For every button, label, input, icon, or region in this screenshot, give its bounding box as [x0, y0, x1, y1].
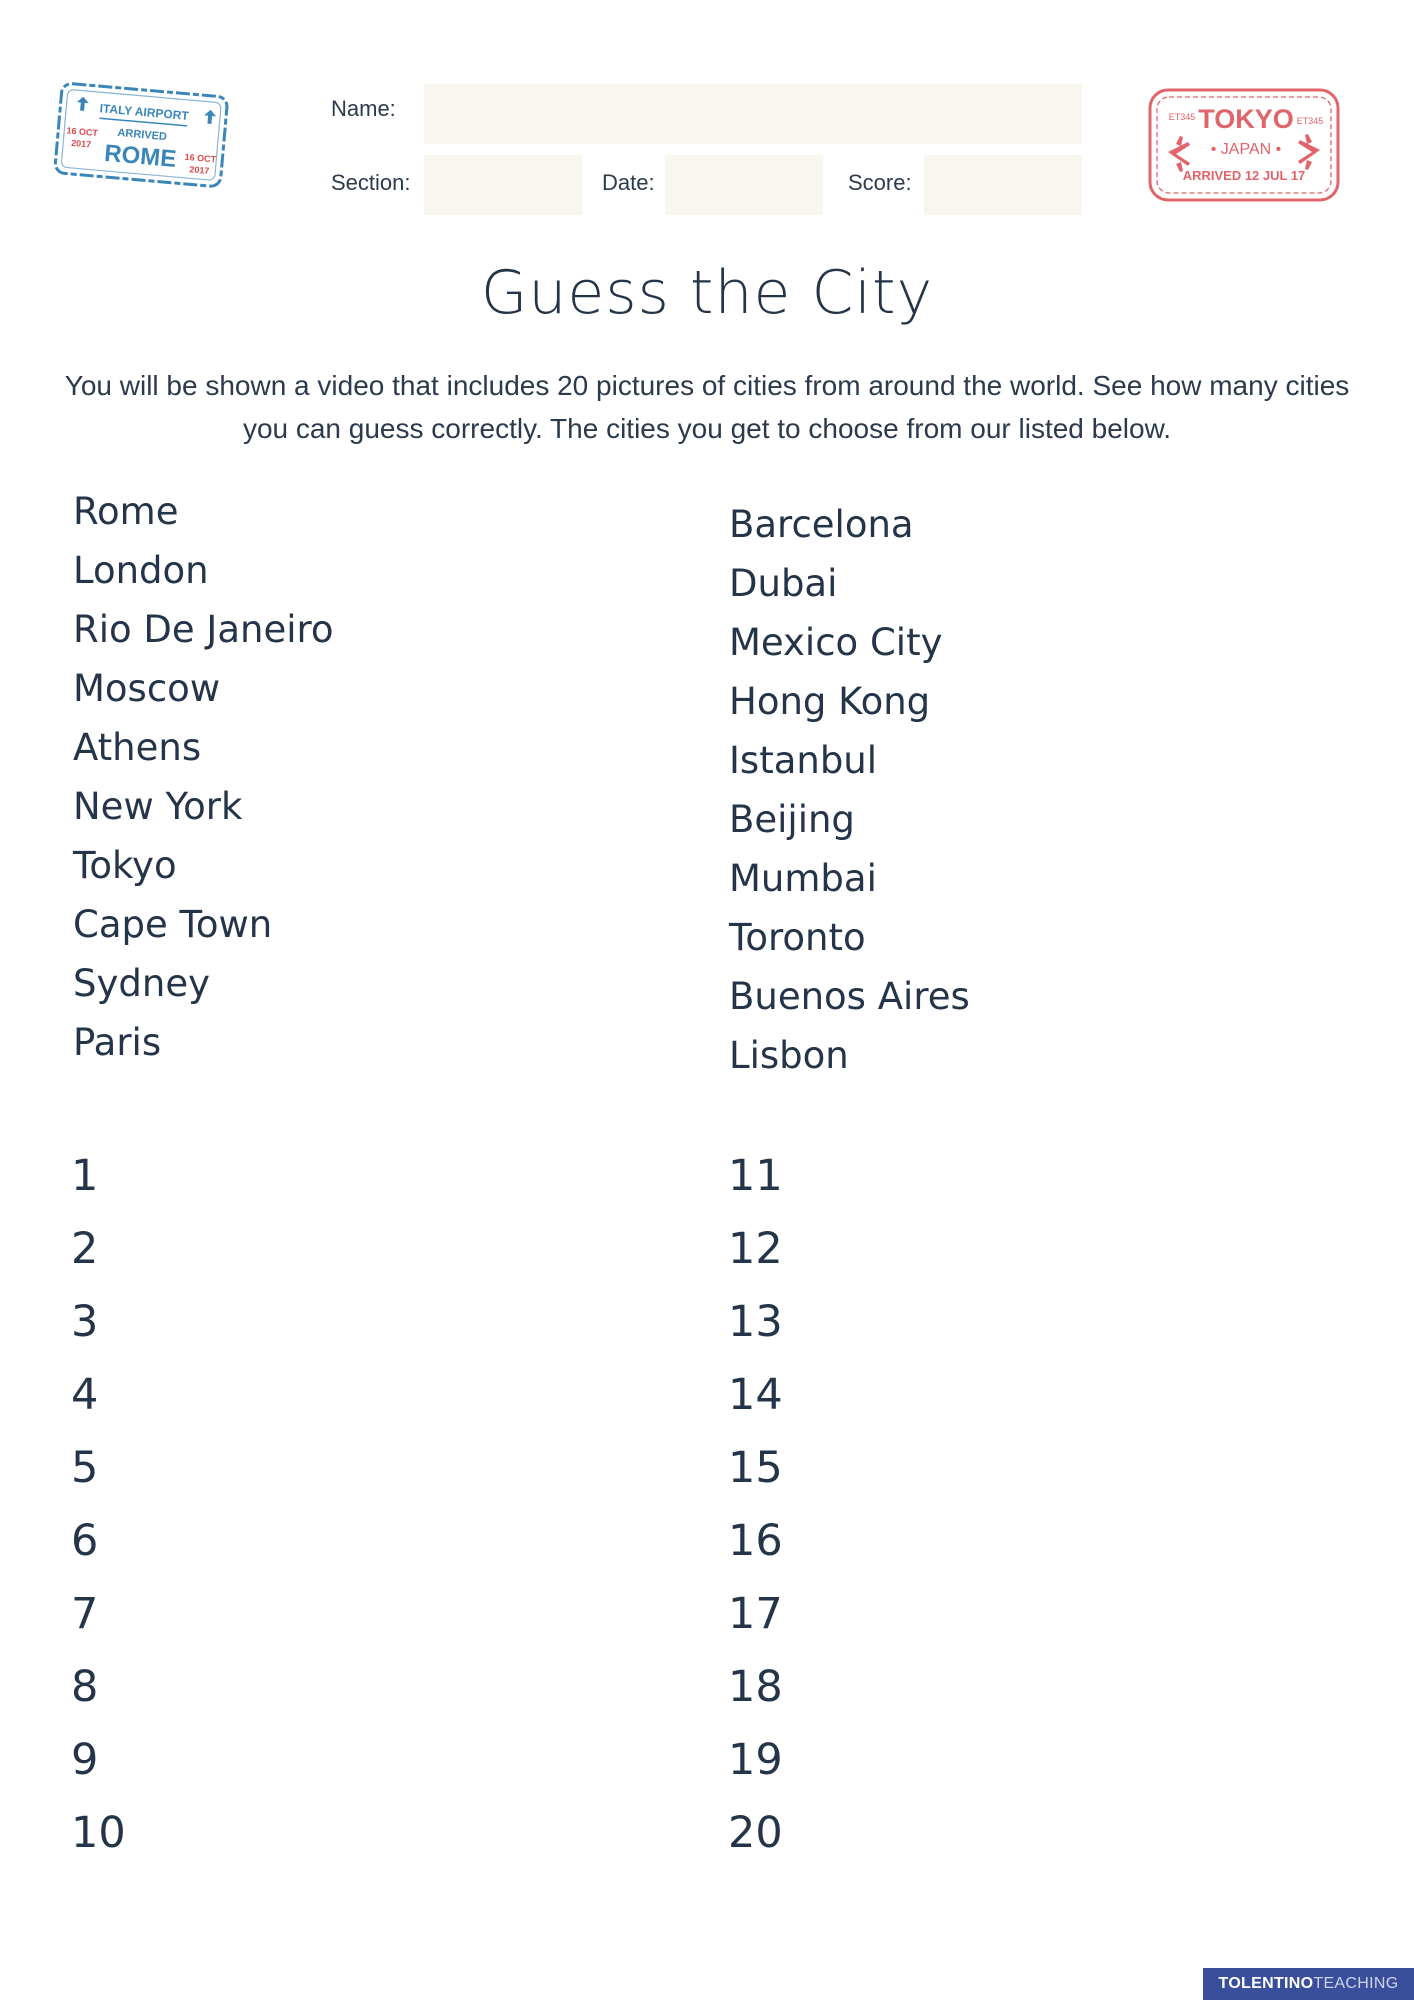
list-item: Beijing: [729, 798, 855, 841]
list-item: New York: [73, 785, 243, 828]
list-item: Barcelona: [729, 503, 914, 546]
answer-number: 14: [728, 1370, 783, 1420]
list-item: London: [73, 549, 209, 592]
list-item: Mexico City: [729, 621, 943, 664]
answer-number: 2: [71, 1224, 99, 1274]
list-item: Mumbai: [729, 857, 877, 900]
section-label: Section:: [331, 170, 411, 195]
list-item: Lisbon: [729, 1034, 849, 1077]
list-item: Moscow: [73, 667, 221, 710]
rome-stamp-icon: [52, 82, 232, 192]
answer-number: 9: [71, 1735, 99, 1785]
brand-badge: [1203, 1968, 1414, 2000]
answer-number: 19: [728, 1735, 783, 1785]
section-field[interactable]: [424, 155, 582, 215]
svg-text:16 OCT: 16 OCT: [184, 151, 217, 165]
instructions-text: You will be shown a video that includes 20 pictures of cities from around the world. See how many cities you can guess correctly. The cities you get to choose from our listed below.: [64, 370, 1350, 444]
answer-number: 16: [728, 1516, 783, 1566]
cities-left-list: [73, 482, 334, 1072]
svg-text:• JAPAN •: • JAPAN •: [1210, 141, 1282, 158]
answer-number: 1: [71, 1151, 99, 1201]
score-label: Score:: [848, 170, 912, 195]
answers-right-list: [728, 1140, 783, 1870]
rome-stamp-middle-text: ARRIVED: [116, 126, 168, 144]
list-item: Tokyo: [73, 844, 177, 887]
list-item: Dubai: [729, 562, 838, 605]
date-field[interactable]: [665, 155, 823, 215]
answer-number: 6: [71, 1516, 99, 1566]
list-item: Rio De Janeiro: [73, 608, 334, 651]
svg-text:ARRIVED 12 JUL 17: ARRIVED 12 JUL 17: [1182, 168, 1306, 183]
answer-number: 11: [728, 1151, 783, 1201]
answer-number: 3: [71, 1297, 99, 1347]
svg-text:16 OCT: 16 OCT: [66, 125, 99, 139]
list-item: Athens: [73, 726, 202, 769]
answer-number: 5: [71, 1443, 99, 1493]
answer-number: 12: [728, 1224, 783, 1274]
list-item: Paris: [73, 1021, 162, 1064]
answer-number: 13: [728, 1297, 783, 1347]
rome-stamp-top-text: ITALY AIRPORT: [99, 101, 190, 123]
answer-number: 17: [728, 1589, 783, 1639]
svg-text:2017: 2017: [70, 137, 92, 150]
svg-text:ET345: ET345: [1168, 112, 1196, 122]
page-title: Guess the City: [480, 258, 934, 328]
name-field[interactable]: [424, 84, 1082, 144]
list-item: Sydney: [73, 962, 210, 1005]
tokyo-stamp-city: TOKYO: [1198, 104, 1294, 134]
list-item: Toronto: [729, 916, 866, 959]
answer-number: 7: [71, 1589, 99, 1639]
list-item: Cape Town: [73, 903, 273, 946]
svg-text:2017: 2017: [188, 164, 210, 176]
tokyo-stamp-icon: [1146, 86, 1342, 204]
name-label: Name:: [331, 96, 396, 121]
brand-light: TEACHING: [1313, 1975, 1399, 1992]
svg-text:ET345: ET345: [1296, 116, 1324, 126]
rome-stamp-city: ROME: [103, 139, 178, 174]
date-label: Date:: [602, 170, 655, 195]
answer-number: 4: [71, 1370, 99, 1420]
list-item: Hong Kong: [729, 680, 931, 723]
answer-number: 18: [728, 1662, 783, 1712]
answer-number: 15: [728, 1443, 783, 1493]
list-item: Buenos Aires: [729, 975, 970, 1018]
brand-bold: TOLENTINO: [1218, 1975, 1314, 1992]
answers-left-list: [71, 1140, 126, 1870]
answer-number: 20: [728, 1808, 783, 1858]
answer-number: 10: [71, 1808, 126, 1858]
list-item: Istanbul: [729, 739, 878, 782]
list-item: Rome: [73, 490, 179, 533]
answer-number: 8: [71, 1662, 99, 1712]
score-field[interactable]: [924, 155, 1082, 215]
cities-right-list: [729, 495, 970, 1085]
